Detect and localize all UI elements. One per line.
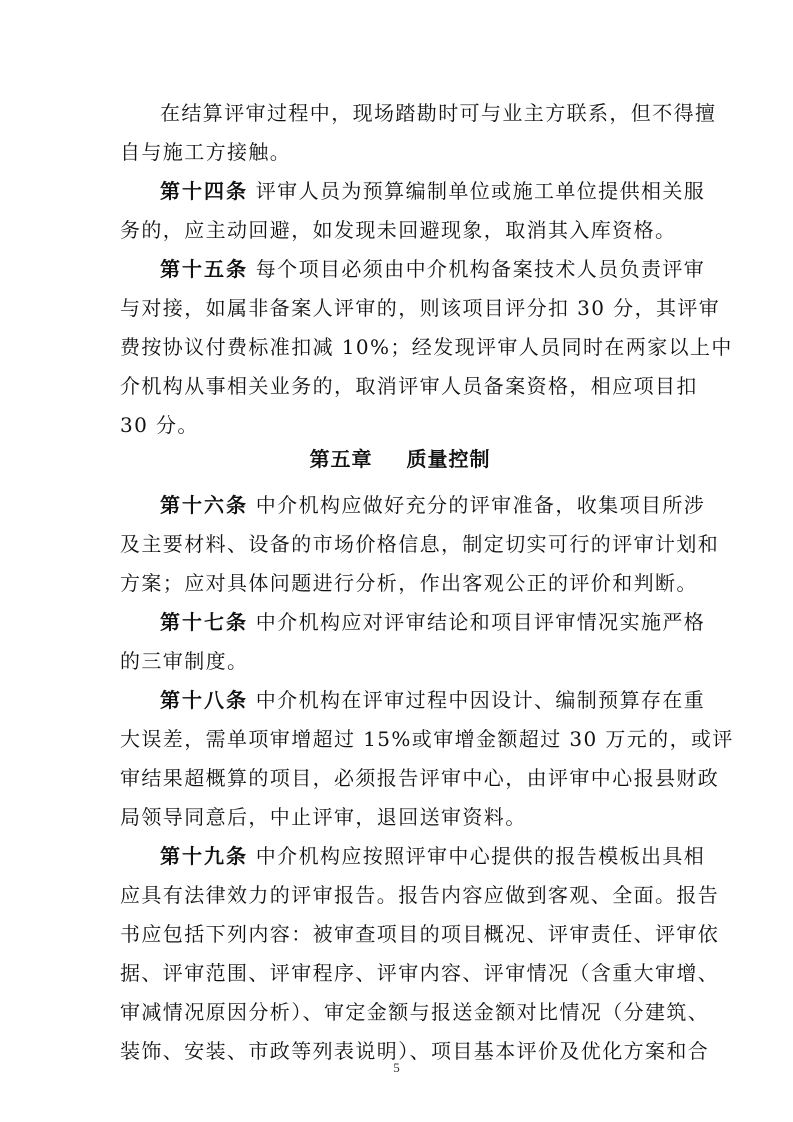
article-19-line: 应具有法律效力的评审报告。报告内容应做到客观、全面。报告 — [120, 883, 720, 907]
chapter-title: 质量控制 — [406, 447, 491, 471]
article-15-line: 第十五条 每个项目必须由中介机构备案技术人员负责评审 — [160, 257, 706, 281]
article-15-label: 第十五条 — [160, 257, 248, 281]
paragraph-line: 在结算评审过程中，现场踏勘时可与业主方联系，但不得擅 — [160, 101, 717, 125]
article-19-line: 审减情况原因分析）、审定金额与报送金额对比情况（分建筑、 — [120, 1000, 710, 1024]
article-15-line: 费按协议付费标准扣减 10%；经发现评审人员同时在两家以上中 — [120, 335, 733, 359]
article-14-line: 第十四条 评审人员为预算编制单位或施工单位提供相关服 — [160, 179, 706, 203]
article-15-line: 与对接，如属非备案人评审的，则该项目评分扣 30 分，其评审 — [120, 296, 721, 320]
article-19-line: 装饰、安装、市政等列表说明）、项目基本评价及优化方案和合 — [120, 1039, 710, 1063]
article-17-line: 的三审制度。 — [120, 649, 249, 673]
article-16-line: 及主要材料、设备的市场价格信息，制定切实可行的评审计划和 — [120, 532, 720, 556]
article-16-line: 方案；应对具体问题进行分析，作出客观公正的评价和判断。 — [120, 571, 698, 595]
chapter-heading — [120, 444, 680, 474]
article-18-line: 大误差，需单项审增超过 15%或审增金额超过 30 万元的，或评 — [120, 727, 734, 751]
chapter-number: 第五章 — [309, 447, 373, 471]
article-14-line: 务的，应主动回避，如发现未回避现象，取消其入库资格。 — [120, 218, 677, 242]
article-14-label: 第十四条 — [160, 179, 248, 203]
article-15-line: 介机构从事相关业务的，取消评审人员备案资格，相应项目扣 — [120, 374, 698, 398]
article-19-line: 书应包括下列内容：被审查项目的项目概况、评审责任、评审依 — [120, 922, 720, 946]
article-15-line: 30 分。 — [120, 413, 199, 437]
article-16-line: 第十六条 中介机构应做好充分的评审准备，收集项目所涉 — [160, 493, 706, 517]
page-number: 5 — [393, 1060, 400, 1075]
article-19-line: 据、评审范围、评审程序、评审内容、评审情况（含重大审增、 — [120, 961, 720, 985]
article-16-label: 第十六条 — [160, 493, 248, 517]
article-17-line: 第十七条 中介机构应对评审结论和项目评审情况实施严格 — [160, 610, 706, 634]
article-19-label: 第十九条 — [160, 844, 248, 868]
article-18-line: 审结果超概算的项目，必须报告评审中心，由评审中心报县财政 — [120, 766, 720, 790]
article-18-line: 局领导同意后，中止评审，退回送审资料。 — [120, 805, 527, 829]
article-17-label: 第十七条 — [160, 610, 248, 634]
article-19-line: 第十九条 中介机构应按照评审中心提供的报告模板出具相 — [160, 844, 706, 868]
article-18-line: 第十八条 中介机构在评审过程中因设计、编制预算存在重 — [160, 688, 706, 712]
article-18-label: 第十八条 — [160, 688, 248, 712]
paragraph-line: 自与施工方接触。 — [120, 140, 292, 164]
